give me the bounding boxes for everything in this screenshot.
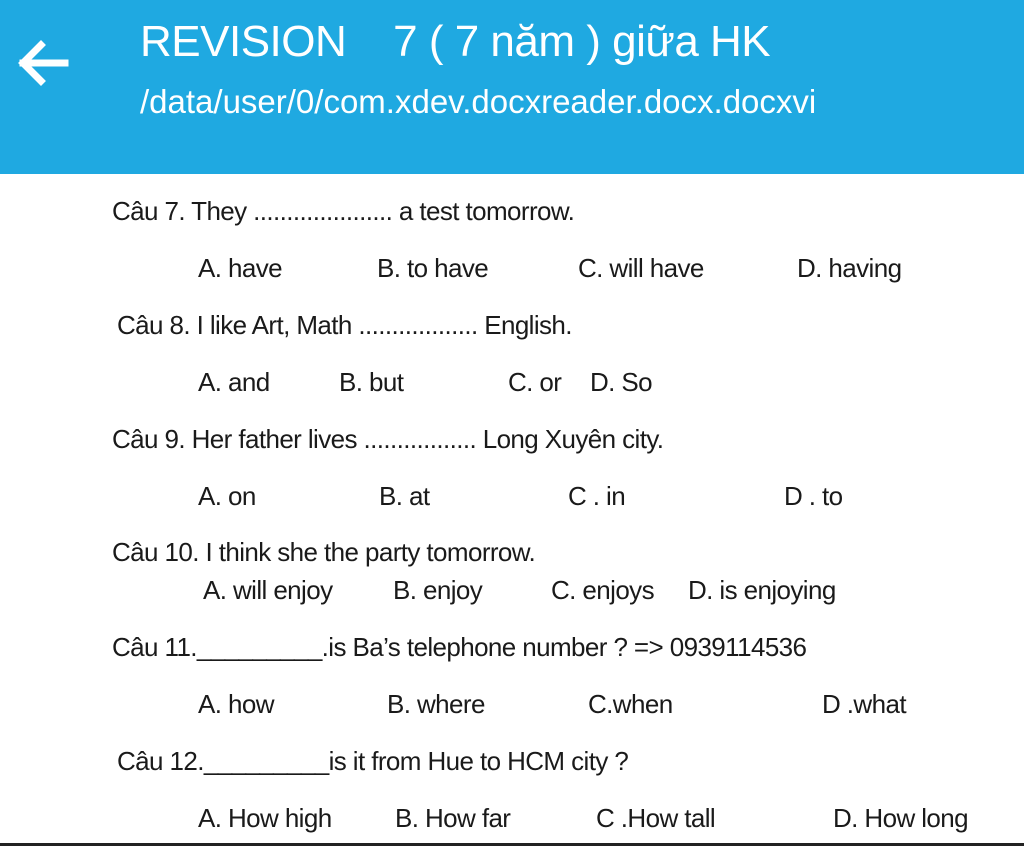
document-content xyxy=(0,174,1024,846)
question-7-option-b: B. to have xyxy=(377,253,489,283)
document-title: REVISION 7 ( 7 năm ) giữa HK xyxy=(140,17,771,66)
question-8: Câu 8. I like Art, Math .................. English. xyxy=(117,310,572,340)
question-12-option-b: B. How far xyxy=(395,803,511,833)
question-8-option-a: A. and xyxy=(198,367,270,397)
question-9-option-d: D . to xyxy=(784,481,843,511)
question-8-option-d: D. So xyxy=(590,367,653,397)
document-path: /data/user/0/com.xdev.docxreader.docx.docxvi xyxy=(140,83,817,120)
question-9-option-b: B. at xyxy=(379,481,430,511)
question-10-option-d: D. is enjoying xyxy=(688,575,836,605)
question-10-option-a: A. will enjoy xyxy=(203,575,333,605)
question-7-option-c: C. will have xyxy=(578,253,704,283)
question-8-option-b: B. but xyxy=(339,367,404,397)
question-8-option-c: C. or xyxy=(508,367,562,397)
question-10-option-b: B. enjoy xyxy=(393,575,483,605)
arrow-left-icon xyxy=(13,39,69,87)
question-9: Câu 9. Her father lives ................. Long Xuyên city. xyxy=(112,424,664,454)
question-7: Câu 7. They ..................... a test tomorrow. xyxy=(112,196,575,226)
app-bar xyxy=(0,0,1024,174)
question-11-option-d: D .what xyxy=(822,689,906,719)
question-12-option-a: A. How high xyxy=(198,803,332,833)
question-11: Câu 11._________.is Ba’s telephone number ? => 0939114536 xyxy=(112,632,807,662)
question-11-option-b: B. where xyxy=(387,689,485,719)
question-12: Câu 12._________is it from Hue to HCM city ? xyxy=(117,746,629,776)
question-12-option-d: D. How long xyxy=(833,803,969,833)
question-9-option-c: C . in xyxy=(568,481,626,511)
question-7-option-d: D. having xyxy=(797,253,902,283)
question-9-option-a: A. on xyxy=(198,481,256,511)
question-11-option-c: C.when xyxy=(588,689,673,719)
question-12-option-c: C .How tall xyxy=(596,803,716,833)
question-10: Câu 10. I think she the party tomorrow. xyxy=(112,537,536,567)
question-10-option-c: C. enjoys xyxy=(551,575,654,605)
question-11-option-a: A. how xyxy=(198,689,274,719)
back-button[interactable] xyxy=(6,28,76,98)
question-7-option-a: A. have xyxy=(198,253,282,283)
